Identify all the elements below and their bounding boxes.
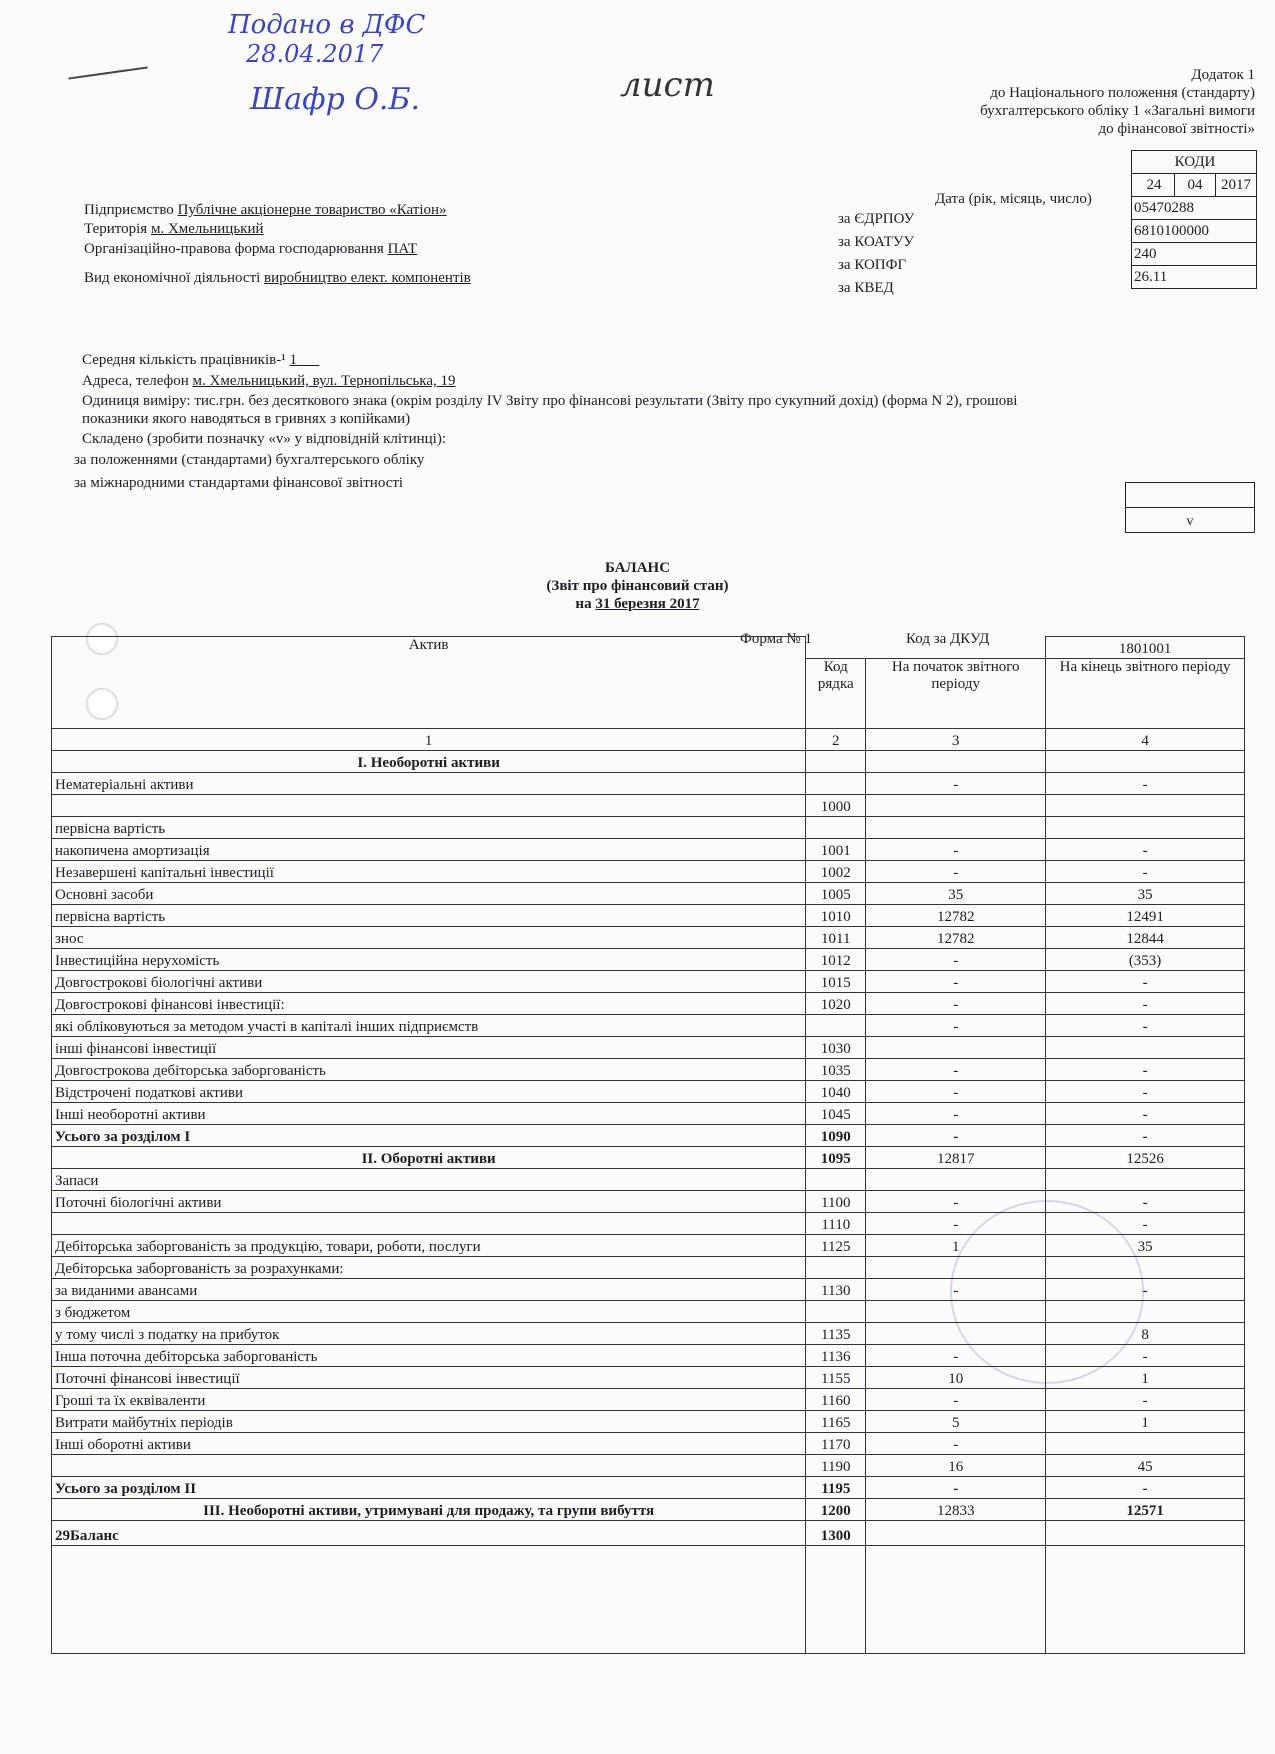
row-end bbox=[1046, 817, 1245, 839]
row-name: первісна вартість bbox=[52, 905, 806, 927]
table-row bbox=[52, 1103, 1245, 1125]
table-row bbox=[52, 905, 1245, 927]
row-start: - bbox=[866, 839, 1046, 861]
row-end: - bbox=[1046, 1345, 1245, 1367]
dkud-code: 1801001 bbox=[1046, 637, 1245, 659]
unit-line-1: Одиниця виміру: тис.грн. без десяткового знака (окрім розділу IV Звіту про фінансові результати (Звіту про сукупний дохід) (форма N 2), грошові bbox=[82, 393, 1018, 409]
row-start: - bbox=[866, 1389, 1046, 1411]
balance-subtitle: (Звіт про фінансовий стан) bbox=[546, 578, 729, 594]
table-row bbox=[52, 861, 1245, 883]
row-end bbox=[1046, 1257, 1245, 1279]
table-row bbox=[52, 1213, 1245, 1235]
section-2-title: ІІ. Оборотні активи bbox=[52, 1147, 806, 1169]
row-end bbox=[1046, 1169, 1245, 1191]
row-start: - bbox=[866, 1059, 1046, 1081]
table-row bbox=[52, 927, 1245, 949]
row-name: за виданими авансами bbox=[52, 1279, 806, 1301]
row-code: 1155 bbox=[806, 1367, 866, 1389]
territory-label: Територія bbox=[84, 221, 148, 237]
row-code: 1005 bbox=[806, 883, 866, 905]
row-name: Інші оборотні активи bbox=[52, 1433, 806, 1455]
row-end: 8 bbox=[1046, 1323, 1245, 1345]
row-end: - bbox=[1046, 1279, 1245, 1301]
row-code: 1001 bbox=[806, 839, 866, 861]
row-name: Усього за розділом І bbox=[52, 1125, 806, 1147]
date-year: 2017 bbox=[1215, 174, 1256, 196]
annex-line-4: до фінансової звітності» bbox=[1098, 121, 1255, 137]
row-start: - bbox=[866, 971, 1046, 993]
table-row bbox=[52, 1389, 1245, 1411]
employees-line bbox=[82, 351, 319, 369]
row-start: 1 bbox=[866, 1235, 1046, 1257]
table-row bbox=[52, 1059, 1245, 1081]
table-row bbox=[52, 1323, 1245, 1345]
edrpou-code: 05470288 bbox=[1132, 196, 1256, 219]
row-code bbox=[806, 817, 866, 839]
handwritten-mark: лист bbox=[620, 65, 715, 105]
row-name: Довгострокова дебіторська заборгованість bbox=[52, 1059, 806, 1081]
row-start: 35 bbox=[866, 883, 1046, 905]
row-end: - bbox=[1046, 1015, 1245, 1037]
date-month: 04 bbox=[1174, 174, 1215, 196]
row1200-start: 12833 bbox=[866, 1499, 1046, 1521]
row-start bbox=[866, 1169, 1046, 1191]
table-row bbox=[52, 993, 1245, 1015]
checkbox-ifrs[interactable]: v bbox=[1126, 507, 1254, 532]
col-num-1: 1 bbox=[52, 729, 806, 751]
row-end: - bbox=[1046, 1389, 1245, 1411]
row-end: - bbox=[1046, 993, 1245, 1015]
row-end bbox=[1046, 1037, 1245, 1059]
row-code: 1045 bbox=[806, 1103, 866, 1125]
row-code: 1010 bbox=[806, 905, 866, 927]
table-row bbox=[52, 1257, 1245, 1279]
row-name: Запаси bbox=[52, 1169, 806, 1191]
row-end: 45 bbox=[1046, 1455, 1245, 1477]
row-end: - bbox=[1046, 839, 1245, 861]
row-code bbox=[806, 1257, 866, 1279]
address-label: Адреса, телефон bbox=[82, 373, 189, 389]
row-code: 1160 bbox=[806, 1389, 866, 1411]
row-end bbox=[1046, 1301, 1245, 1323]
row-start: - bbox=[866, 1125, 1046, 1147]
total1-start: 12817 bbox=[866, 1147, 1046, 1169]
table-row bbox=[52, 795, 1245, 817]
row-start bbox=[866, 1323, 1046, 1345]
activity-value: виробництво елект. компонентів bbox=[264, 270, 471, 286]
table-row bbox=[52, 1279, 1245, 1301]
row-end: - bbox=[1046, 1103, 1245, 1125]
codes-header: КОДИ bbox=[1174, 154, 1216, 170]
codes-box bbox=[1131, 150, 1257, 289]
row-start: - bbox=[866, 861, 1046, 883]
header-code: Код рядка bbox=[806, 659, 866, 729]
row-end: - bbox=[1046, 1081, 1245, 1103]
row-start: - bbox=[866, 1477, 1046, 1499]
row-end: - bbox=[1046, 1059, 1245, 1081]
table-row bbox=[52, 1301, 1245, 1323]
annex-line-1: Додаток 1 bbox=[1191, 67, 1255, 83]
balance-date-prefix: на bbox=[575, 596, 592, 612]
row-code: 1100 bbox=[806, 1191, 866, 1213]
total1-code: 1095 bbox=[806, 1147, 866, 1169]
balance-code: 1300 bbox=[806, 1521, 866, 1546]
table-row bbox=[52, 1367, 1245, 1389]
row-start: - bbox=[866, 1433, 1046, 1455]
table-row bbox=[52, 839, 1245, 861]
row-start: - bbox=[866, 1081, 1046, 1103]
annex-block bbox=[835, 66, 1255, 138]
activity-line bbox=[84, 269, 471, 287]
dkud-label: Код за ДКУД bbox=[906, 631, 990, 647]
annex-line-3: бухгалтерського обліку 1 «Загальні вимоги bbox=[980, 103, 1255, 119]
row-code: 1040 bbox=[806, 1081, 866, 1103]
row-end: - bbox=[1046, 773, 1245, 795]
address-value: м. Хмельницький, вул. Тернопільська, 19 bbox=[192, 373, 456, 389]
row-end: - bbox=[1046, 1125, 1245, 1147]
legal-form-label: Організаційно-правова форма господарювання bbox=[84, 241, 384, 257]
row-end: (353) bbox=[1046, 949, 1245, 971]
header-end: На кінець звітного періоду bbox=[1046, 659, 1245, 729]
section-1-title: І. Необоротні активи bbox=[52, 751, 806, 773]
row-start: 12782 bbox=[866, 927, 1046, 949]
row-name: які обліковуються за методом участі в капіталі інших підприємств bbox=[52, 1015, 806, 1037]
row-end: 12491 bbox=[1046, 905, 1245, 927]
row-start bbox=[866, 1257, 1046, 1279]
form-number: Форма № 1 bbox=[740, 631, 812, 647]
employees-label: Середня кількість працівників-¹ bbox=[82, 352, 286, 368]
row-name bbox=[52, 1455, 806, 1477]
row-code: 1090 bbox=[806, 1125, 866, 1147]
row-name: знос bbox=[52, 927, 806, 949]
row-start: - bbox=[866, 1191, 1046, 1213]
row-code: 1110 bbox=[806, 1213, 866, 1235]
handwritten-note-date: 28.04.2017 bbox=[246, 40, 384, 68]
row-name: Нематеріальні активи bbox=[52, 773, 806, 795]
table-row bbox=[52, 1235, 1245, 1257]
row-code: 1136 bbox=[806, 1345, 866, 1367]
row-start bbox=[866, 1301, 1046, 1323]
table-row bbox=[52, 1169, 1245, 1191]
row-code bbox=[806, 1301, 866, 1323]
row-end: - bbox=[1046, 1191, 1245, 1213]
row-start: - bbox=[866, 1345, 1046, 1367]
activity-label: Вид економічної діяльності bbox=[84, 270, 261, 286]
koatuu-code: 6810100000 bbox=[1132, 219, 1256, 242]
date-day: 24 bbox=[1146, 177, 1162, 193]
row-name: Інша поточна дебіторська заборгованість bbox=[52, 1345, 806, 1367]
row-name: Витрати майбутніх періодів bbox=[52, 1411, 806, 1433]
row-end: 1 bbox=[1046, 1411, 1245, 1433]
row-start: 5 bbox=[866, 1411, 1046, 1433]
row1200-end: 12571 bbox=[1046, 1499, 1245, 1521]
row-code: 1135 bbox=[806, 1323, 866, 1345]
row-code: 1030 bbox=[806, 1037, 866, 1059]
edrpou-label: за ЄДРПОУ bbox=[838, 211, 915, 227]
checkbox-standards[interactable] bbox=[1126, 483, 1254, 507]
row-start: - bbox=[866, 1213, 1046, 1235]
balance-date: 31 березня 2017 bbox=[595, 596, 700, 612]
row-start bbox=[866, 817, 1046, 839]
option-ifrs: за міжнародними стандартами фінансової звітності bbox=[74, 475, 404, 491]
row-code bbox=[806, 1169, 866, 1191]
row-name: Інші необоротні активи bbox=[52, 1103, 806, 1125]
table-row bbox=[52, 949, 1245, 971]
row-name: Гроші та їх еквіваленти bbox=[52, 1389, 806, 1411]
row-code bbox=[806, 773, 866, 795]
row-name: Незавершені капітальні інвестиції bbox=[52, 861, 806, 883]
annex-line-2: до Національного положення (стандарту) bbox=[990, 85, 1255, 101]
header-asset: Актив bbox=[52, 637, 806, 729]
row-name: Поточні фінансові інвестиції bbox=[52, 1367, 806, 1389]
table-row bbox=[52, 883, 1245, 905]
table-row bbox=[52, 817, 1245, 839]
row-start: - bbox=[866, 1103, 1046, 1125]
row-code: 1020 bbox=[806, 993, 866, 1015]
row-code: 1015 bbox=[806, 971, 866, 993]
table-row bbox=[52, 773, 1245, 795]
row-name: Усього за розділом ІІ bbox=[52, 1477, 806, 1499]
row-start: - bbox=[866, 1015, 1046, 1037]
header-start: На початок звітного періоду bbox=[866, 659, 1046, 729]
kopfg-code: 240 bbox=[1132, 242, 1256, 265]
employees-value: 1 bbox=[289, 352, 297, 368]
enterprise-value: Публічне акціонерне товариство «Катіон» bbox=[177, 202, 447, 218]
row-name: Інвестиційна нерухомість bbox=[52, 949, 806, 971]
row-code bbox=[806, 1015, 866, 1037]
row-code: 1012 bbox=[806, 949, 866, 971]
row-name: у тому числі з податку на прибуток bbox=[52, 1323, 806, 1345]
table-row bbox=[52, 1411, 1245, 1433]
row-name: Довгострокові біологічні активи bbox=[52, 971, 806, 993]
row-name: інші фінансові інвестиції bbox=[52, 1037, 806, 1059]
pen-stroke bbox=[68, 66, 147, 79]
territory-line bbox=[84, 220, 264, 238]
table-row bbox=[52, 1015, 1245, 1037]
table-row bbox=[52, 1477, 1245, 1499]
table-row bbox=[52, 1125, 1245, 1147]
legal-form-value: ПАТ bbox=[387, 241, 418, 257]
compiled-checkboxes bbox=[1125, 482, 1255, 533]
table-row bbox=[52, 1037, 1245, 1059]
address-line bbox=[82, 372, 456, 390]
row-name bbox=[52, 1213, 806, 1235]
kved-code: 26.11 bbox=[1132, 265, 1256, 288]
row-end: 35 bbox=[1046, 1235, 1245, 1257]
row-name: Дебіторська заборгованість за розрахунками: bbox=[52, 1257, 806, 1279]
row-end bbox=[1046, 1433, 1245, 1455]
row-name: Поточні біологічні активи bbox=[52, 1191, 806, 1213]
balance-label: 29Баланс bbox=[52, 1521, 806, 1546]
balance-date-line bbox=[0, 596, 1275, 613]
col-num-2: 2 bbox=[806, 729, 866, 751]
row-start bbox=[866, 1037, 1046, 1059]
row-start bbox=[866, 795, 1046, 817]
date-cells bbox=[1132, 173, 1256, 196]
date-label: Дата (рік, місяць, число) bbox=[935, 191, 1092, 207]
row-code: 1035 bbox=[806, 1059, 866, 1081]
row-code: 1170 bbox=[806, 1433, 866, 1455]
row-end: 35 bbox=[1046, 883, 1245, 905]
enterprise-label: Підприємство bbox=[84, 202, 174, 218]
row-code: 1165 bbox=[806, 1411, 866, 1433]
row-name: Довгострокові фінансові інвестиції: bbox=[52, 993, 806, 1015]
row-start: 16 bbox=[866, 1455, 1046, 1477]
row-code: 1011 bbox=[806, 927, 866, 949]
compiled-line: Складено (зробити позначку «v» у відповідній клітинці): bbox=[82, 431, 446, 447]
kved-label: за КВЕД bbox=[838, 280, 894, 296]
row-name bbox=[52, 795, 806, 817]
enterprise-line bbox=[84, 201, 447, 219]
kopfg-label: за КОПФГ bbox=[838, 257, 907, 273]
row-start: - bbox=[866, 773, 1046, 795]
col-num-3: 3 bbox=[866, 729, 1046, 751]
option-standards: за положеннями (стандартами) бухгалтерського обліку bbox=[74, 452, 425, 468]
row-end: - bbox=[1046, 1213, 1245, 1235]
row-start: - bbox=[866, 993, 1046, 1015]
row-name: з бюджетом bbox=[52, 1301, 806, 1323]
table-row bbox=[52, 1191, 1245, 1213]
table-row bbox=[52, 1455, 1245, 1477]
table-row bbox=[52, 1345, 1245, 1367]
legal-form-line bbox=[84, 240, 417, 258]
row-code: 1190 bbox=[806, 1455, 866, 1477]
row-name: Основні засоби bbox=[52, 883, 806, 905]
row-end bbox=[1046, 795, 1245, 817]
row-start: 10 bbox=[866, 1367, 1046, 1389]
row-code: 1130 bbox=[806, 1279, 866, 1301]
row-name: Відстрочені податкові активи bbox=[52, 1081, 806, 1103]
row-end: 1 bbox=[1046, 1367, 1245, 1389]
balance-title: БАЛАНС bbox=[604, 560, 671, 576]
row-code: 1002 bbox=[806, 861, 866, 883]
table-row bbox=[52, 1081, 1245, 1103]
row-end: - bbox=[1046, 971, 1245, 993]
row-name: накопичена амортизація bbox=[52, 839, 806, 861]
row-name: Дебіторська заборгованість за продукцію, товари, роботи, послуги bbox=[52, 1235, 806, 1257]
row-end: 12844 bbox=[1046, 927, 1245, 949]
row1200-code: 1200 bbox=[806, 1499, 866, 1521]
row-start: 12782 bbox=[866, 905, 1046, 927]
handwritten-signature: Шафр О.Б. bbox=[250, 82, 421, 117]
row-start: - bbox=[866, 1279, 1046, 1301]
section-3-title: ІІІ. Необоротні активи, утримувані для продажу, та групи вибуття bbox=[52, 1499, 806, 1521]
territory-value: м. Хмельницький bbox=[150, 221, 264, 237]
col-num-4: 4 bbox=[1046, 729, 1245, 751]
row-code: 1125 bbox=[806, 1235, 866, 1257]
table-row bbox=[52, 1433, 1245, 1455]
row-code: 1195 bbox=[806, 1477, 866, 1499]
unit-line-2: показники якого наводяться в гривнях з копійками) bbox=[82, 411, 411, 427]
row-end: - bbox=[1046, 1477, 1245, 1499]
row-name: первісна вартість bbox=[52, 817, 806, 839]
total1-end: 12526 bbox=[1046, 1147, 1245, 1169]
balance-table bbox=[51, 636, 1245, 1654]
table-row bbox=[52, 971, 1245, 993]
row-end: - bbox=[1046, 861, 1245, 883]
handwritten-note-filed: Подано в ДФС bbox=[228, 10, 426, 40]
row-code: 1000 bbox=[806, 795, 866, 817]
koatuu-label: за КОАТУУ bbox=[838, 234, 914, 250]
row-start: - bbox=[866, 949, 1046, 971]
